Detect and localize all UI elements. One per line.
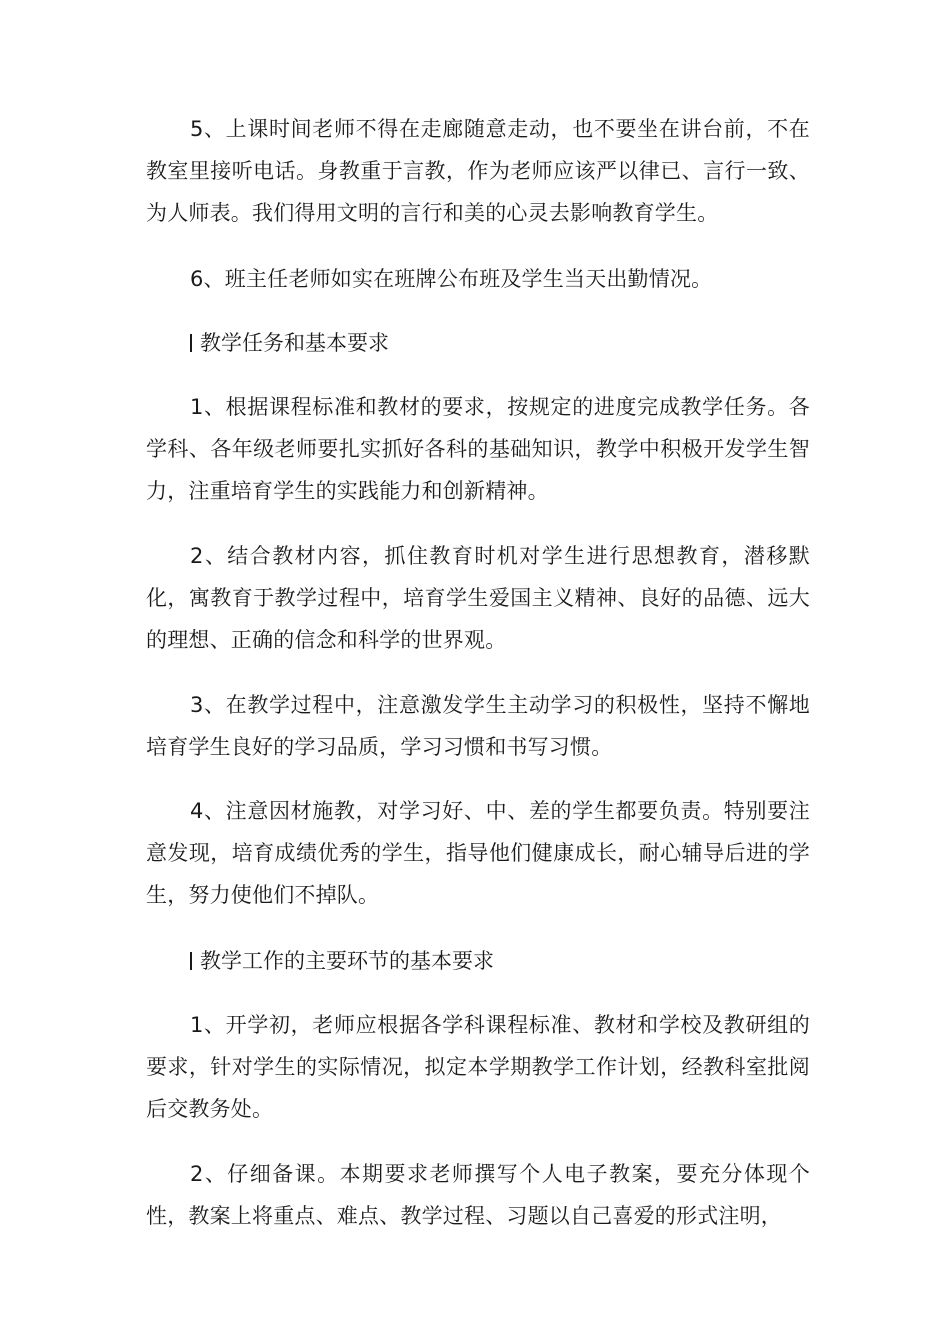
paragraph-5-teacher-conduct: 5、上课时间老师不得在走廊随意走动，也不要坐在讲台前，不在教室里接听电话。身教重于言教，作为老师应该严以律已、言行一致、为人师表。我们得用文明的言行和美的心灵去影响教育学生。 [146, 117, 810, 225]
paragraph-2-lesson-preparation: 2、仔细备课。本期要求老师撰写个人电子教案，要充分体现个性，教案上将重点、难点、教学过程、习题以自己喜爱的形式注明， [146, 1162, 810, 1228]
section-heading-text: 教学任务和基本要求 [200, 331, 389, 355]
paragraph-1-curriculum: 1、根据课程标准和教材的要求，按规定的进度完成教学任务。各学科、各年级老师要扎实抓好各科的基础知识，教学中积极开发学生智力，注重培育学生的实践能力和创新精神。 [146, 395, 810, 503]
heading-bar-icon [190, 952, 192, 970]
paragraph-6-attendance: 6、班主任老师如实在班牌公布班及学生当天出勤情况。 [190, 267, 713, 291]
section-heading-teaching-process [190, 940, 494, 982]
paragraph-1-semester-plan: 1、开学初，老师应根据各学科课程标准、教材和学校及教研组的要求，针对学生的实际情况，拟定本学期教学工作计划，经教科室批阅后交教务处。 [146, 1013, 810, 1121]
paragraph-2-moral-education: 2、结合教材内容，抓住教育时机对学生进行思想教育，潜移默化，寓教育于教学过程中，培育学生爱国主义精神、良好的品德、远大的理想、正确的信念和科学的世界观。 [146, 544, 810, 652]
section-heading-teaching-tasks [190, 322, 389, 364]
paragraph-3-learning-motivation: 3、在教学过程中，注意激发学生主动学习的积极性，坚持不懈地培育学生良好的学习品质，学习习惯和书写习惯。 [146, 693, 810, 759]
heading-bar-icon [190, 334, 192, 352]
section-heading-text: 教学工作的主要环节的基本要求 [200, 949, 494, 973]
paragraph-4-individualized-teaching: 4、注意因材施教，对学习好、中、差的学生都要负责。特别要注意发现，培育成绩优秀的学生，指导他们健康成长，耐心辅导后进的学生，努力使他们不掉队。 [146, 799, 810, 907]
